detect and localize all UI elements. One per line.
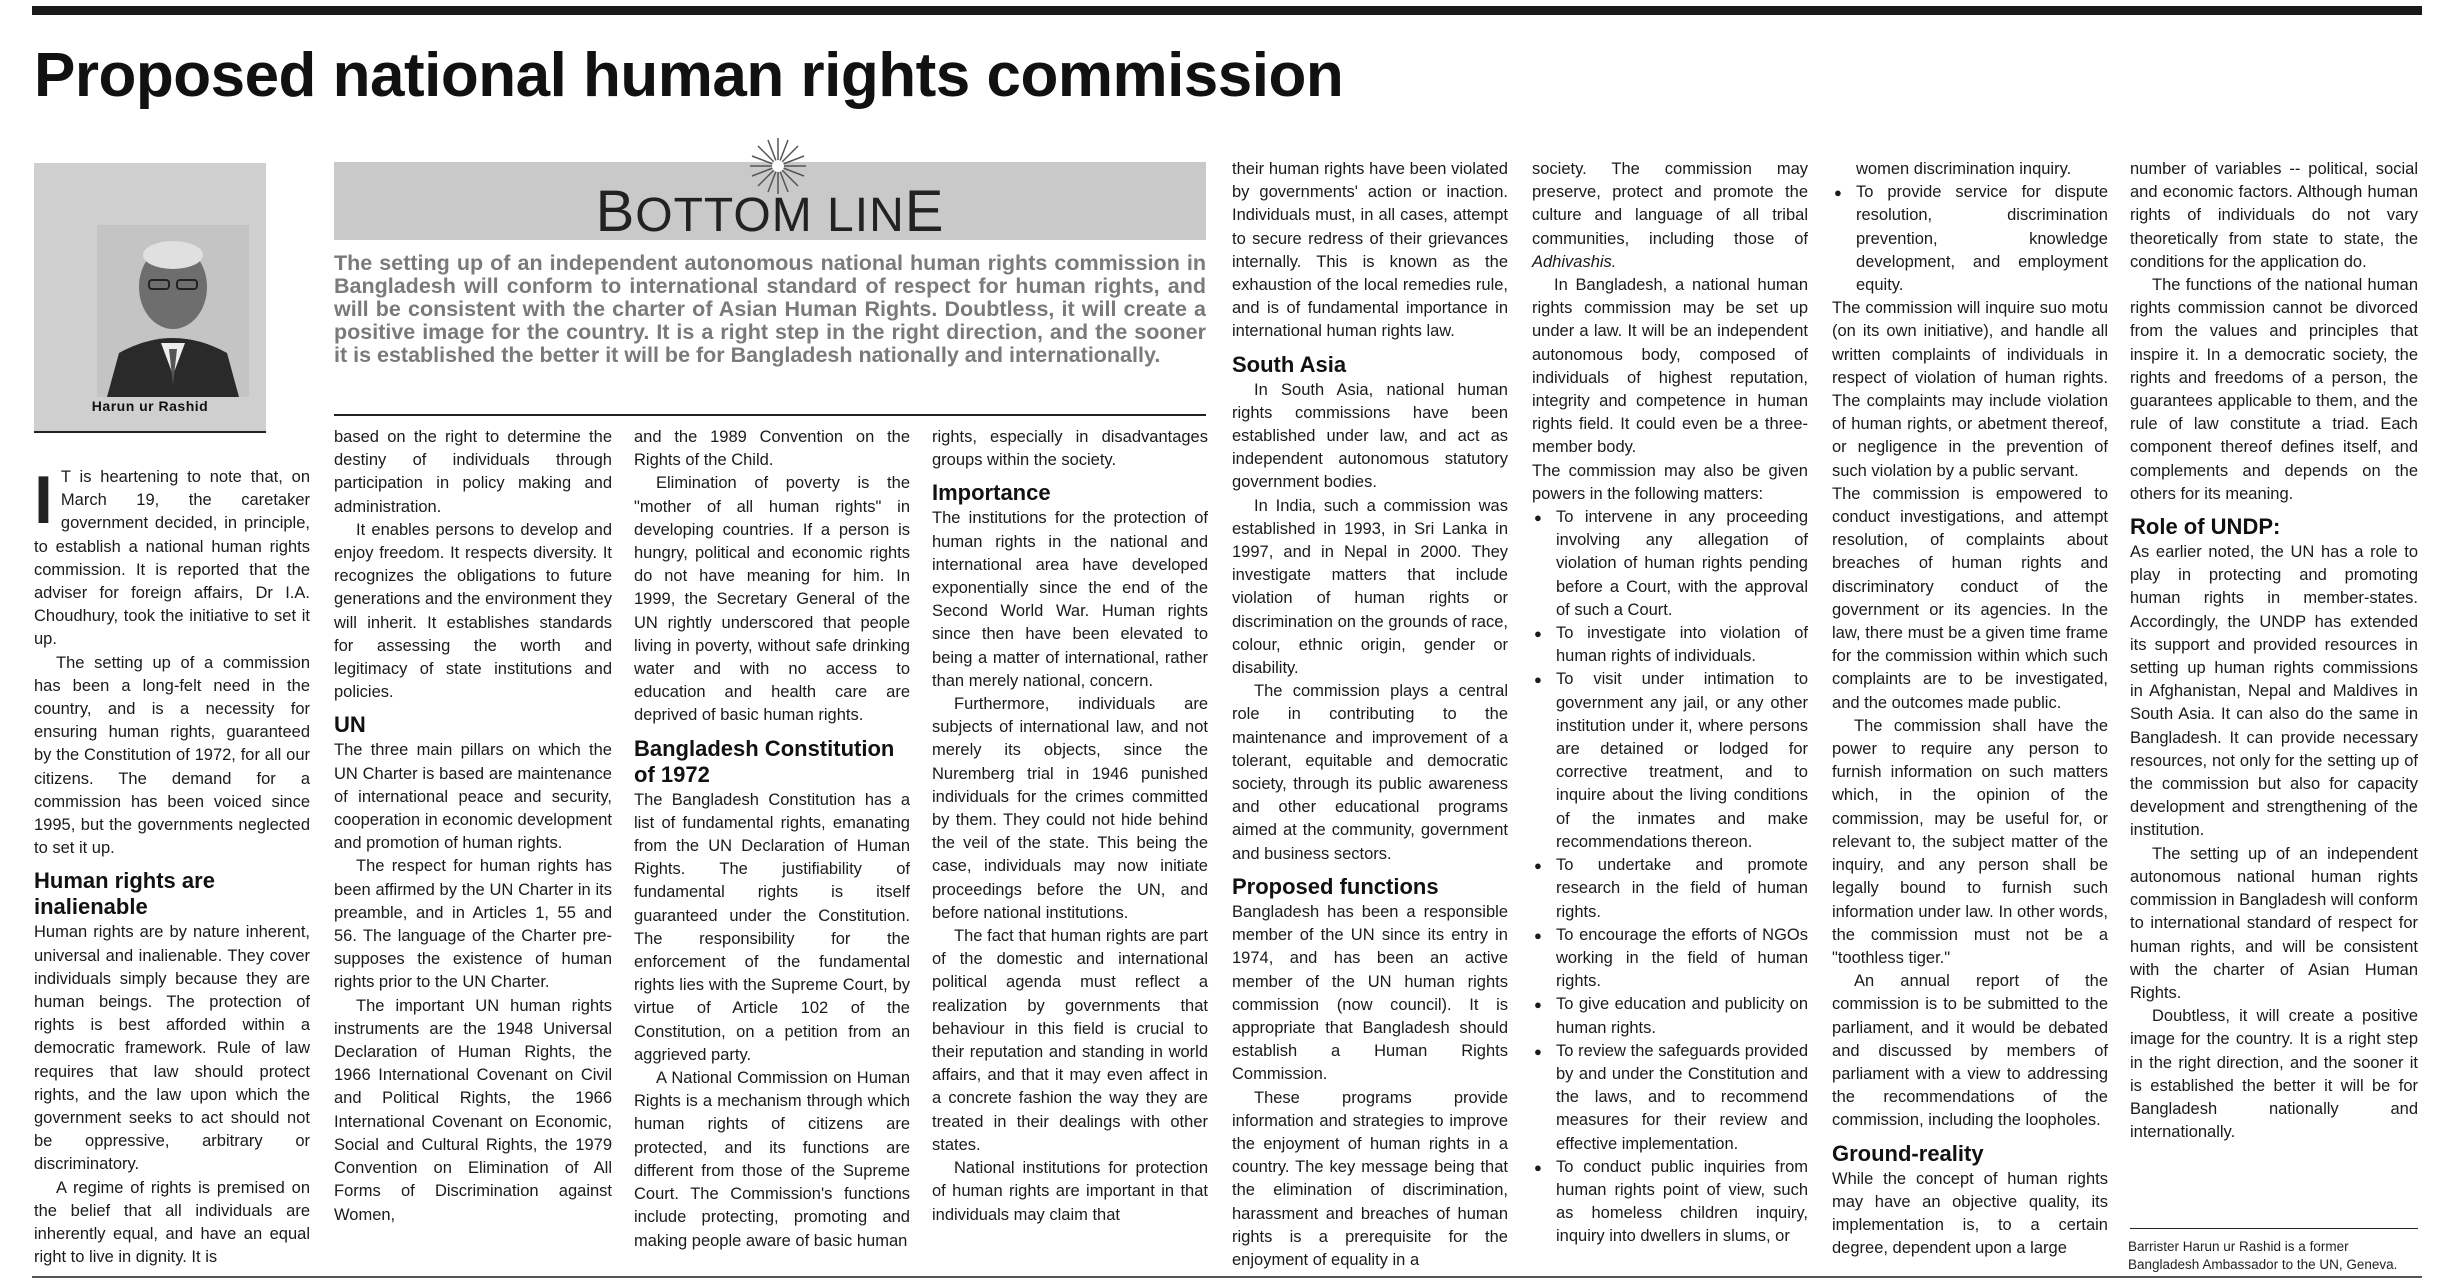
col6-p1: society. The commission may preserve, protect and promote the culture and language of all tribal communities, including those of xyxy=(1532,160,1808,248)
column-1 xyxy=(34,462,310,1270)
heading-ground-reality: Ground-reality xyxy=(1832,1140,1984,1166)
bottom-line-summary: The setting up of an independent autonomous national human rights commission in Bangladesh will conform to international standard of respect for human rights, and will be consistent with the charter of Asian Human Rights. Doubtless, it will create a positive image for the country. It is a right step in the right direction, and the sooner it is established the better it will be for Bangladesh nationally and internationally. xyxy=(334,251,1206,367)
col2-p5: The important UN human rights instruments are the 1948 Universal Declaration of Human Rights, the 1966 International Covenant on Civil and Political Rights, the 1966 International Covenant on Economic, Social and Cultural Rights, the 1979 Convention on Elimination of All Forms of Discrimination against Women, xyxy=(334,996,612,1224)
bottom-line-title-last: E xyxy=(904,179,945,244)
headline: Proposed national human rights commission xyxy=(34,41,1344,110)
col8-p4: The setting up of an independent autonomous national human rights commission in Bangladesh will conform to international standard of respect for human rights, and will be consistent with the charter of Asian Human Rights. xyxy=(2130,844,2418,1002)
col5-p5: Bangladesh has been a responsible member of the UN since its entry in 1974, and has been an active member of the UN human rights commission (now council). It is appropriate that Bangladesh should establish a Human Rights Commission. xyxy=(1232,902,1508,1084)
top-rule xyxy=(32,6,2422,15)
list-item: ● To visit under intimation to government any jail, or any other institution under it, where persons are detained or lodged for corrective treatment, and to inquire about the living conditions of the inmates and make recommendations thereon. xyxy=(1532,668,1808,854)
col4-p4: The fact that human rights are part of the domestic and international political agenda must reflect a realization by governments that behaviour in this field is crucial to their reputation and standing in world affairs, and that it may even affect in a concrete fashion the way they are treated in their dealings with other states. xyxy=(932,927,1208,1154)
column-8 xyxy=(2130,158,2418,1144)
col3-p3: The Bangladesh Constitution has a list of fundamental rights, emanating from the UN Declaration of Human Rights. The justifiability of fundamental rights is itself guaranteed under the Constitution. The responsibility for the enforcement of the fundamental rights lies with the Supreme Court, by virtue of Article 102 of the Constitution, on a petition from an aggrieved party. xyxy=(634,790,910,1064)
col3-p2: Elimination of poverty is the "mother of all human rights" in developing countries. If a person is hungry, political and economic rights do not have meaning for him. In 1999, the Secretary General of the UN rightly underscored that people living in poverty, without safe drinking water and with no access to education and health care are deprived of basic human rights. xyxy=(634,474,910,725)
list-item: ● To give education and publicity on human rights. xyxy=(1532,993,1808,1039)
heading-proposed-functions: Proposed functions xyxy=(1232,873,1439,899)
col3-p1: and the 1989 Convention on the Rights of the Child. xyxy=(634,428,910,470)
col7-p0: women discrimination inquiry. xyxy=(1856,160,2072,178)
list-item: ● To undertake and promote research in the field of human rights. xyxy=(1532,854,1808,924)
col2-p1: based on the right to determine the destiny of individuals through participation in policy making and administration. xyxy=(334,428,612,516)
column-6 xyxy=(1532,158,1808,1249)
col8-p3: As earlier noted, the UN has a role to play in protecting and promoting human rights in member-states. Accordingly, the UNDP has extended its support and provided resources in setting up human rights commissions in Afghanistan, Nepal and Maldives in South Asia. It can also do the same in Bangladesh. It can provide necessary resources, not only for the setting up of the commission but also for capacity development and strengthening of the institution. xyxy=(2130,543,2418,840)
col2-p3: The three main pillars on which the UN Charter is based are maintenance of international peace and security, cooperation in economic development and promotion of human rights. xyxy=(334,741,612,853)
col7-p4: An annual report of the commission is to be submitted to the parliament, and it would be debated and discussed by members of parliament with a view to addressing the recommendations of the commission, including the loopholes. xyxy=(1832,972,2108,1130)
list-item: ● To intervene in any proceeding involving any allegation of violation of human rights pending before a Court, with the approval of such a Court. xyxy=(1532,506,1808,622)
col4-p3: Furthermore, individuals are subjects of international law, and not merely its objects, since the Nuremberg trial in 1946 punished individuals for the crimes committed by them. They could not hide behind the veil of the state. This being the case, individuals may now initiate proceedings before the UN, and before national institutions. xyxy=(932,695,1208,922)
col1-p1: T is heartening to note that, on March 19, the caretaker government decided, in principle, to establish a national human rights commission. It is reported that the adviser for foreign affairs, Dr I.A. Choudhury, took the initiative to set it up. xyxy=(34,468,310,649)
col3-p4: A National Commission on Human Rights is a mechanism through which human rights of citizens are protected, and its functions are different from those of the Supreme Court. The Commission's functions include protecting, promoting and making people aware of basic human xyxy=(634,1069,910,1250)
col4-p5: National institutions for protection of human rights are important in that individuals may claim that xyxy=(932,1159,1208,1224)
bottom-line-title-first: B xyxy=(595,179,636,244)
column-2 xyxy=(334,426,612,1227)
col8-p2: The functions of the national human rights commission cannot be divorced from the values and principles that inspire it. In a democratic society, the rights and freedoms of a person, the guarantees applicable to them, and the rule of law constitute a triad. Each component thereof defines itself, and complements and depends on the others for its meaning. xyxy=(2130,276,2418,503)
list-item: ● To review the safeguards provided by and under the Constitution and the laws, and to recommend measures for their review and effective implementation. xyxy=(1532,1040,1808,1156)
footnote-rule xyxy=(2130,1228,2418,1229)
powers-list xyxy=(1532,506,1808,1249)
col5-p2: In South Asia, national human rights commissions have been established under law, and act as independent autonomous statutory government bodies. xyxy=(1232,380,1508,492)
bottom-line-rule xyxy=(334,414,1206,416)
col7-p3: The commission shall have the power to require any person to furnish information on such matters which, in the opinion of the commission, may be useful for, or relevant to, the subject matter of the inquiry, and any person shall be legally bound to furnish such information under law. In other words, the commission must not be a "toothless tiger." xyxy=(1832,716,2108,967)
bottom-rule xyxy=(32,1276,2422,1278)
bottom-line-title xyxy=(334,178,1206,245)
column-7 xyxy=(1832,158,2108,1260)
author-photo xyxy=(97,225,249,397)
col8-p1: number of variables -- political, social and economic factors. Although human rights of individuals do not vary theoretically from state to state, the conditions for the application do. xyxy=(2130,160,2418,271)
col6-p2: In Bangladesh, a national human rights commission may be set up under a law. It will be an independent autonomous body, composed of individuals of highest reputation, integrity and competence in human rights field. It could even be a three-member body. xyxy=(1532,276,1808,457)
col4-p2: The institutions for the protection of human rights in the national and international area have developed exponentially since the end of the Second World War. Human rights since then have been elevated to being a matter of international, rather than merely national, concern. xyxy=(932,509,1208,690)
author-rule xyxy=(34,431,266,433)
col5-p3: In India, such a commission was established in 1993, in Sri Lanka in 1997, and in Nepal in 2000. They investigate matters that include violation of human rights or discrimination on the grounds of race, colour, ethnic origin, gender or disability. xyxy=(1232,496,1508,678)
heading-un: UN xyxy=(334,712,366,738)
powers-list-continued xyxy=(1832,181,2108,297)
list-item: ● To provide service for dispute resolution, discrimination prevention, knowledge development, and employment equity. xyxy=(1832,181,2108,297)
list-item: ● To encourage the efforts of NGOs working in the field of human rights. xyxy=(1532,924,1808,994)
col5-p6: These programs provide information and strategies to improve the enjoyment of human rights in a country. The key message being that the elimination of discrimination, harassment and breaches of human rights is a prerequisite for the enjoyment of equality in a xyxy=(1232,1088,1508,1269)
col2-p2: It enables persons to develop and enjoy freedom. It respects diversity. It recognizes the obligations to future generations and the environment they will inherit. It establishes standards for assessing the worth and legitimacy of state institutions and policies. xyxy=(334,520,612,702)
col1-p2: The setting up of a commission has been a long-felt need in the country, and is a necessity for ensuring human rights, guaranteed by the Constitution of 1972, for all our citizens. The demand for a commission has been voiced since 1995, but the governments neglected to set it up. xyxy=(34,653,310,858)
column-3 xyxy=(634,426,910,1253)
col8-p5: Doubtless, it will create a positive image for the country. It is a right step in the right direction, and the sooner it is established the better it will be for Bangladesh nationally and internationally. xyxy=(2130,1007,2418,1142)
col5-p4: The commission plays a central role in contributing to the maintenance and improvement of a tolerant, equitable and democratic society, through its public awareness and other educational programs aimed at the community, government and business sectors. xyxy=(1232,682,1508,863)
author-footnote: Barrister Harun ur Rashid is a former Bangladesh Ambassador to the UN, Geneva. xyxy=(2128,1239,2398,1272)
col6-p1-italic: Adhivashis. xyxy=(1532,252,1617,271)
heading-role-of-undp: Role of UNDP: xyxy=(2130,514,2281,540)
heading-constitution: Bangladesh Constitution of 1972 xyxy=(634,735,895,787)
col6-p3: The commission may also be given powers in the following matters: xyxy=(1532,461,1808,503)
col5-p1: their human rights have been violated by governments' action or inaction. Individuals must, in all cases, attempt to secure redress of their grievances internally. This is known as the exhaustion of the local remedies rule, and is of fundamental importance in international human rights law. xyxy=(1232,160,1508,341)
col7-p1: The commission will inquire suo motu (on its own initiative), and handle all written complaints of individuals in respect of violation of human rights. The complaints may include violation of human rights, or abetment thereof, or negligence in the prevention of such violation by a public servant. xyxy=(1832,299,2108,480)
col7-p5: While the concept of human rights may have an objective quality, its implementation is, to a certain degree, dependent upon a large xyxy=(1832,1169,2108,1258)
heading-inalienable: Human rights are inalienable xyxy=(34,868,215,920)
column-4 xyxy=(932,426,1208,1227)
col4-p1: rights, especially in disadvantages groups within the society. xyxy=(932,428,1208,470)
author-byline: Harun ur Rashid xyxy=(91,398,209,414)
col1-p4: A regime of rights is premised on the belief that all individuals are inherently equal, and have an equal right to live in dignity. It is xyxy=(34,1178,310,1267)
bottom-line-title-mid: OTTOM LIN xyxy=(635,189,905,242)
heading-importance: Importance xyxy=(932,480,1051,506)
col2-p4: The respect for human rights has been affirmed by the UN Charter in its preamble, and in Articles 1, 55 and 56. The language of the Charter pre-supposes the existence of human rights prior to the UN Charter. xyxy=(334,857,612,992)
heading-south-asia: South Asia xyxy=(1232,351,1347,377)
column-5 xyxy=(1232,158,1508,1272)
list-item: ● To conduct public inquiries from human rights point of view, such as homeless children inquiry, inquiry into dwellers in slums, or xyxy=(1532,1156,1808,1249)
drop-cap: I xyxy=(34,462,53,538)
list-item: ● To investigate into violation of human rights of individuals. xyxy=(1532,622,1808,668)
col7-p2: The commission is empowered to conduct investigations, and attempt resolution, of complaints about breaches of human rights and discriminatory conduct of the government or its agencies. In the law, there must be a given time frame for the commission within which such complaints are to be investigated, and the outcomes made public. xyxy=(1832,484,2108,712)
col1-p3: Human rights are by nature inherent, universal and inalienable. They cover individuals simply because they are human beings. The protection of rights is best afforded within a democratic framework. Rule of law requires that law should protect rights, and the law upon which the government seeks to act should not be oppressive, arbitrary or discriminatory. xyxy=(34,923,310,1174)
author-portrait-icon xyxy=(97,225,249,397)
